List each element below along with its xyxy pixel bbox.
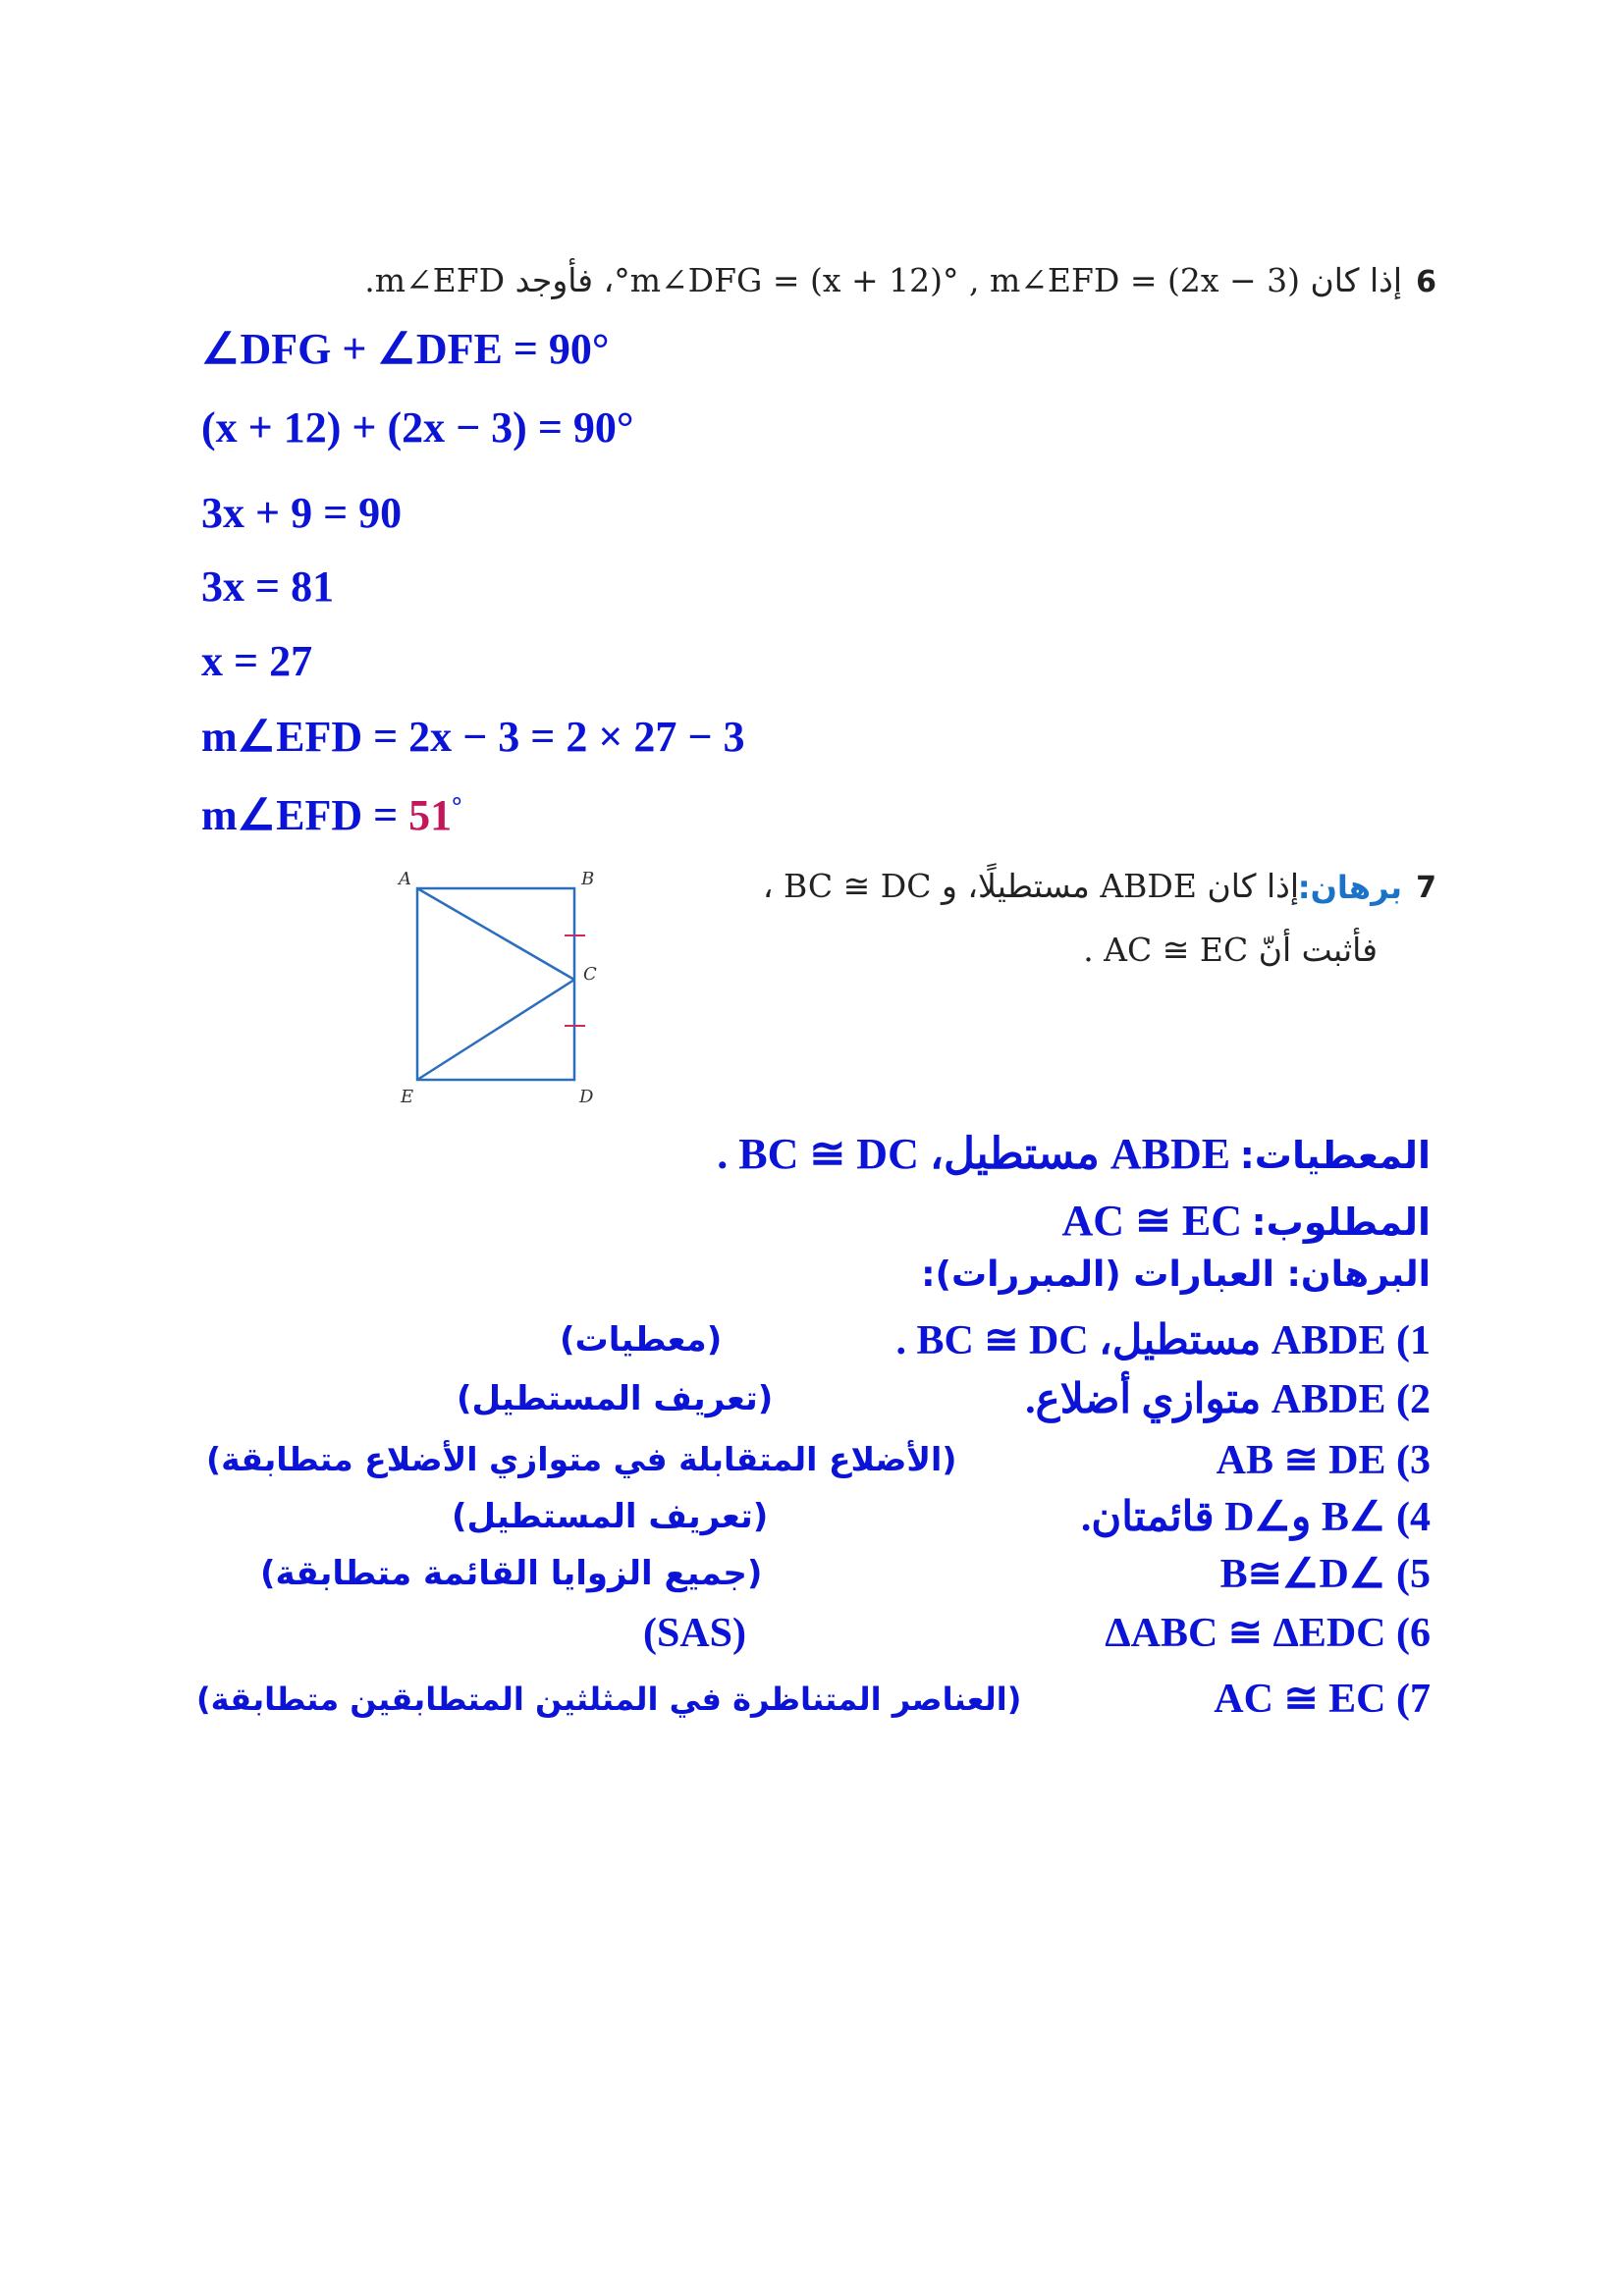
proof-label: برهان: <box>1297 869 1402 906</box>
given-label: المعطيات: <box>1239 1134 1431 1177</box>
label-a: A <box>399 869 411 889</box>
label-b: B <box>581 869 595 889</box>
reason-7: (العناصر المتناظرة في المثلثين المتطابقين متطابقة) <box>196 1681 1022 1718</box>
statement-4: 4) ∠B و∠D قائمتان. <box>1080 1495 1431 1540</box>
statement-3: 3) AB ≅ DE <box>1216 1438 1431 1483</box>
given-text: ABDE مستطيل، BC ≅ DC . <box>717 1130 1231 1178</box>
step-6: m∠EFD = 2x − 3 = 2 × 27 − 3 <box>201 713 745 761</box>
answer-unit: ° <box>452 791 462 821</box>
label-e: E <box>401 1087 414 1107</box>
label-c: C <box>583 964 597 985</box>
required-line <box>1061 1196 1431 1246</box>
statement-5: 5) ∠B≅∠D <box>1219 1552 1431 1597</box>
rectangle-abde <box>417 888 574 1080</box>
proof-header: البرهان: العبارات (المبررات): <box>921 1255 1431 1295</box>
statement-6: 6) ΔABC ≅ ΔEDC <box>1105 1611 1431 1656</box>
statement-7: 7) AC ≅ EC <box>1214 1677 1431 1722</box>
reason-1: (معطيات) <box>560 1320 723 1360</box>
rectangle-figure <box>393 859 619 1109</box>
reason-2: (تعريف المستطيل) <box>457 1379 774 1418</box>
problem-6-number: 6 <box>1416 265 1436 299</box>
problem-7-number: 7 <box>1416 871 1436 905</box>
reason-4: (تعريف المستطيل) <box>452 1497 769 1536</box>
step-1: ∠DFG + ∠DFE = 90° <box>201 325 610 373</box>
answer-value: 51 <box>408 791 453 839</box>
answer-prefix: m∠EFD = <box>201 791 409 839</box>
step-5: x = 27 <box>201 637 313 685</box>
given-line <box>717 1129 1431 1179</box>
reason-6: (SAS) <box>643 1611 747 1656</box>
step-2: (x + 12) + (2x − 3) = 90° <box>201 403 634 452</box>
step-4: 3x = 81 <box>201 562 335 611</box>
answer-line <box>201 790 462 840</box>
step-3: 3x + 9 = 90 <box>201 489 403 537</box>
problem-7-line2: فأثبت أنّ AC ≅ EC . <box>1083 931 1378 969</box>
reason-3: (الأضلاع المتقابلة في متوازي الأضلاع متطابقة) <box>206 1440 957 1478</box>
problem-7-line1: إذا كان ABDE مستطيلًا، و BC ≅ DC ، <box>762 867 1299 905</box>
statement-1: 1) ABDE مستطيل، BC ≅ DC . <box>895 1318 1431 1363</box>
problem-6-question: إذا كان m∠DFG = (x + 12)° , m∠EFD = (2x − 3)°، فأوجد m∠EFD. <box>364 261 1402 299</box>
reason-5: (جميع الزوايا القائمة متطابقة) <box>260 1554 763 1593</box>
label-d: D <box>579 1087 594 1107</box>
segment-ec <box>417 980 574 1080</box>
segment-ac <box>417 888 574 980</box>
required-text: AC ≅ EC <box>1061 1197 1242 1245</box>
statement-2: 2) ABDE متوازي أضلاع. <box>1025 1377 1431 1422</box>
required-label: المطلوب: <box>1251 1201 1431 1244</box>
